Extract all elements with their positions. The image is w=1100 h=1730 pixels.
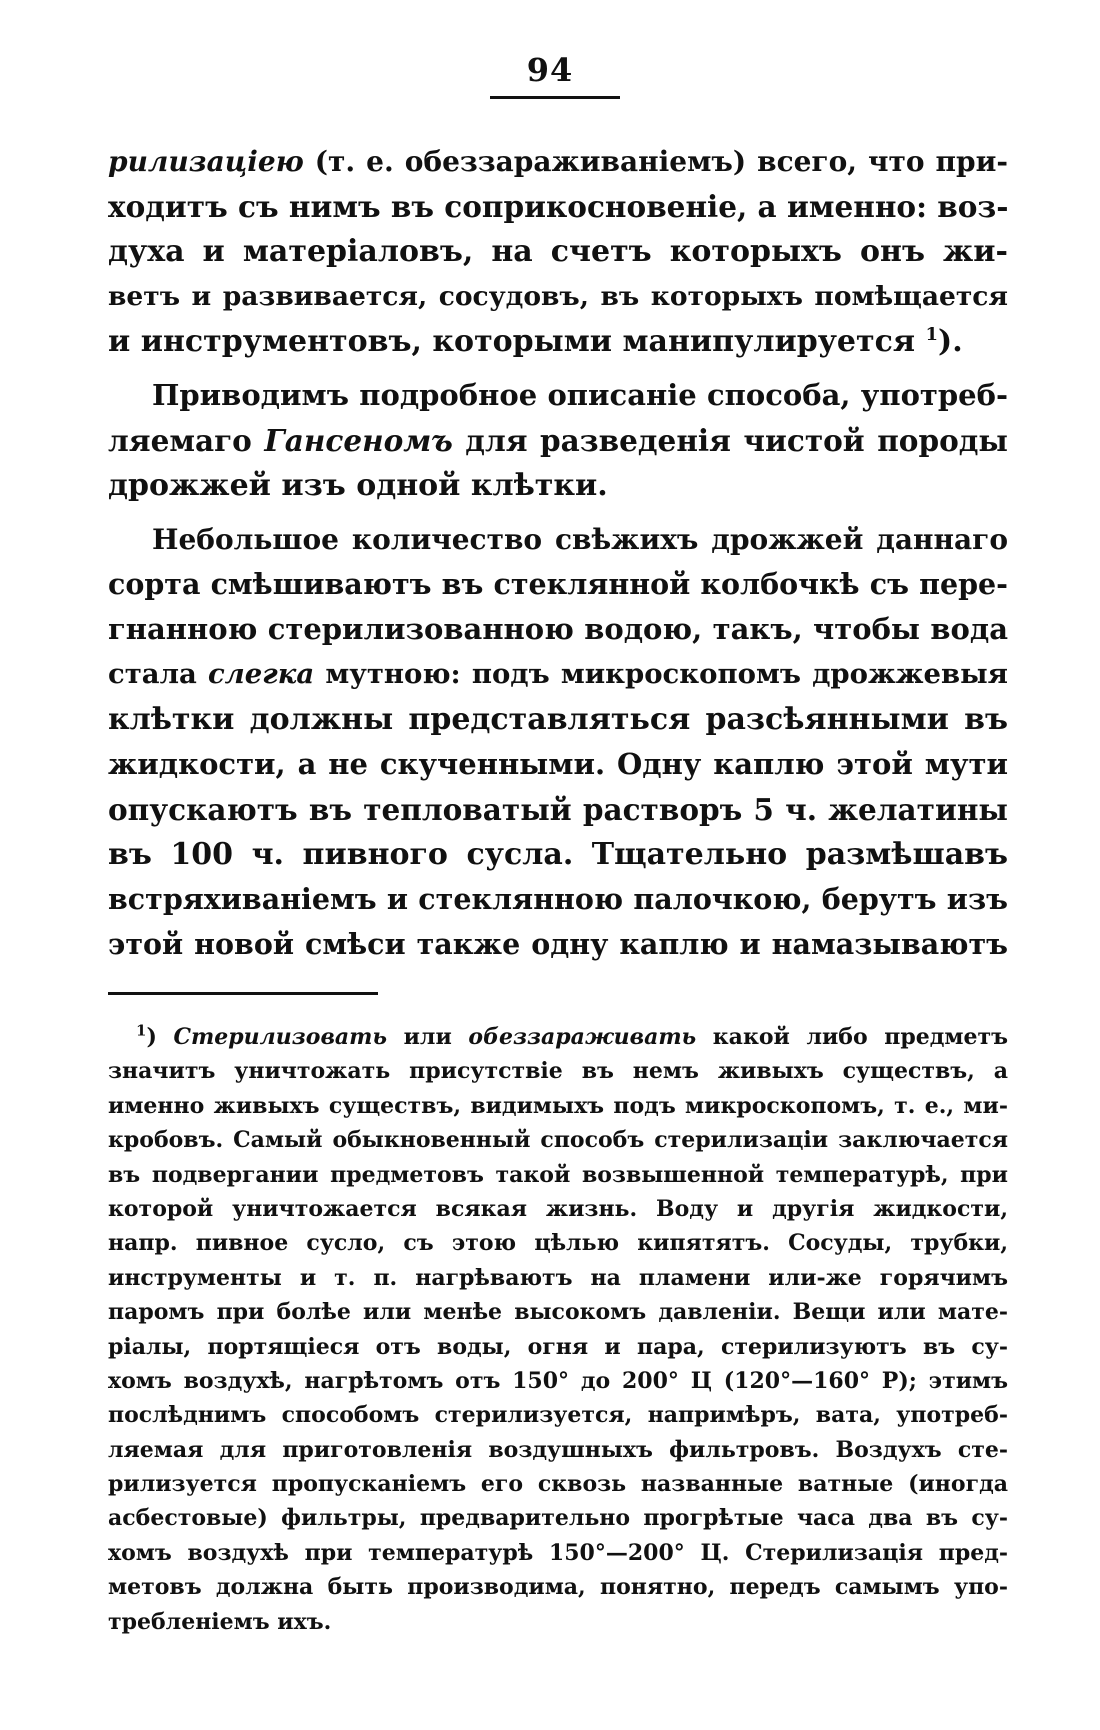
text-line (108, 652, 1008, 697)
footnote-line: метовъ должна быть производима, понятно, передъ самымъ упо- (108, 1574, 1008, 1601)
footnote-line: напр. пивное сусло, съ этою цѣлью кипятятъ. Сосуды, трубки, (108, 1230, 1008, 1257)
text-line: гнанною стерилизованною водою, такъ, чтобы вода (108, 612, 1008, 646)
footnote-line: инструменты и т. п. нагрѣваютъ на пламени или-же горячимъ (108, 1264, 1008, 1291)
text-run: мутною: подъ микроскопомъ дрожжевыя (325, 658, 1008, 690)
footnote-line: хомъ воздухѣ, нагрѣтомъ отъ 150° до 200° Ц (120°—160° Р); этимъ (108, 1367, 1008, 1394)
italic-word: Стерилизовать (173, 1024, 387, 1050)
text-run: для разведенiя чистой породы (465, 423, 1008, 458)
text-line: ходитъ съ нимъ въ соприкосновенiе, а именно: воз- (108, 189, 1009, 224)
text-line: Небольшое количество свѣжихъ дрожжей даннаго (152, 523, 1008, 556)
footnote-line: хомъ воздухѣ при температурѣ 150°—200° Ц. Стерилизацiя пред- (108, 1539, 1008, 1566)
footnote-line: асбестовые) фильтры, предварительно прогрѣтые часа два въ су- (108, 1505, 1008, 1532)
text-line: клѣтки должны представляться разсѣянными въ (108, 702, 1008, 737)
footnote-line: рiалы, портящiеся отъ воды, огня и пара, стерилизуютъ въ су- (108, 1333, 1008, 1360)
page-number: 94 (526, 51, 574, 89)
footnote-ref[interactable]: 1 (925, 324, 939, 345)
footnote-marker: 1 (136, 1021, 147, 1040)
paragraph-3 (108, 517, 1008, 967)
text-run: и инструментовъ, которыми манипулируется (108, 324, 916, 359)
text-run: какой либо предметъ (712, 1024, 1009, 1050)
text-line: Приводимъ подробное описанiе способа, употреб- (152, 378, 1008, 412)
footnote-line: послѣднимъ способомъ стерилизуется, напримѣръ, вата, употреб- (108, 1402, 1008, 1429)
text-line: встряхиванiемъ и стеклянною палочкою, берутъ изъ (108, 882, 1008, 916)
footnote-line: требленiемъ ихъ. (108, 1608, 332, 1635)
paragraph-gap (108, 508, 1008, 517)
text-line: въ 100 ч. пивного сусла. Тщательно размѣшавъ (108, 837, 1008, 872)
text-line: этой новой смѣси также одну каплю и намазываютъ (108, 927, 1008, 961)
text-line: опускаютъ въ тепловатый растворъ 5 ч. желатины (108, 792, 1008, 827)
paragraph-1 (108, 139, 1008, 364)
text-line: дрожжей изъ одной клѣтки. (108, 468, 608, 503)
text-run: стала (108, 658, 197, 690)
text-line: духа и матерiаловъ, на счетъ которыхъ онъ жи- (108, 234, 1008, 269)
text-run: ). (938, 324, 963, 359)
footnote-line: именно живыхъ существъ, видимыхъ подъ микроскопомъ, т. е., ми- (108, 1092, 1008, 1119)
italic-word: рилизацiею (108, 145, 304, 178)
text-line: сорта смѣшиваютъ въ стеклянной колбочкѣ съ пере- (108, 567, 1008, 601)
text-line: ветъ и развивается, сосудовъ, въ которыхъ помѣщается (108, 281, 1008, 312)
footnote-line: паромъ при болѣе или менѣе высокомъ давленiи. Вещи или мате- (108, 1299, 1008, 1326)
footnote-line: которой уничтожается всякая жизнь. Воду и другiя жидкости, (108, 1195, 1008, 1222)
text-line (108, 418, 1008, 463)
footnote-line: въ подвергании предметовъ такой возвышенной температурѣ, при (108, 1161, 1008, 1188)
text-line (108, 139, 1008, 184)
footnote (108, 1020, 1008, 1639)
footnote-rule (108, 992, 378, 995)
text-run: или (403, 1024, 452, 1050)
paragraph-gap (108, 364, 1008, 373)
text-line: жидкости, а не скученными. Одну каплю этой мути (108, 747, 1008, 781)
body-text (108, 139, 1008, 967)
paragraph-2 (108, 373, 1008, 508)
italic-word: слегка (207, 658, 315, 690)
text-run: ) (146, 1024, 157, 1050)
text-line (108, 319, 1008, 364)
italic-word: обеззараживать (468, 1024, 697, 1050)
header-rule (490, 96, 620, 99)
italic-word: Гансеномъ (264, 423, 453, 458)
footnote-line: кробовъ. Самый обыкновенный способъ стерилизацiи заключается (108, 1127, 1008, 1154)
footnote-line: рилизуется пропусканiемъ его сквозь названные ватные (иногда (108, 1471, 1008, 1498)
text-run: (т. е. обеззараживанiемъ) всего, что при- (314, 145, 1009, 178)
text-run: ляемаго (108, 423, 252, 458)
footnote-line (108, 1020, 1008, 1054)
footnote-line: значитъ уничтожать присутствiе въ немъ живыхъ существъ, а (108, 1058, 1008, 1085)
footnote-line: ляемая для приготовленiя воздушныхъ фильтровъ. Воздухъ сте- (108, 1436, 1008, 1463)
